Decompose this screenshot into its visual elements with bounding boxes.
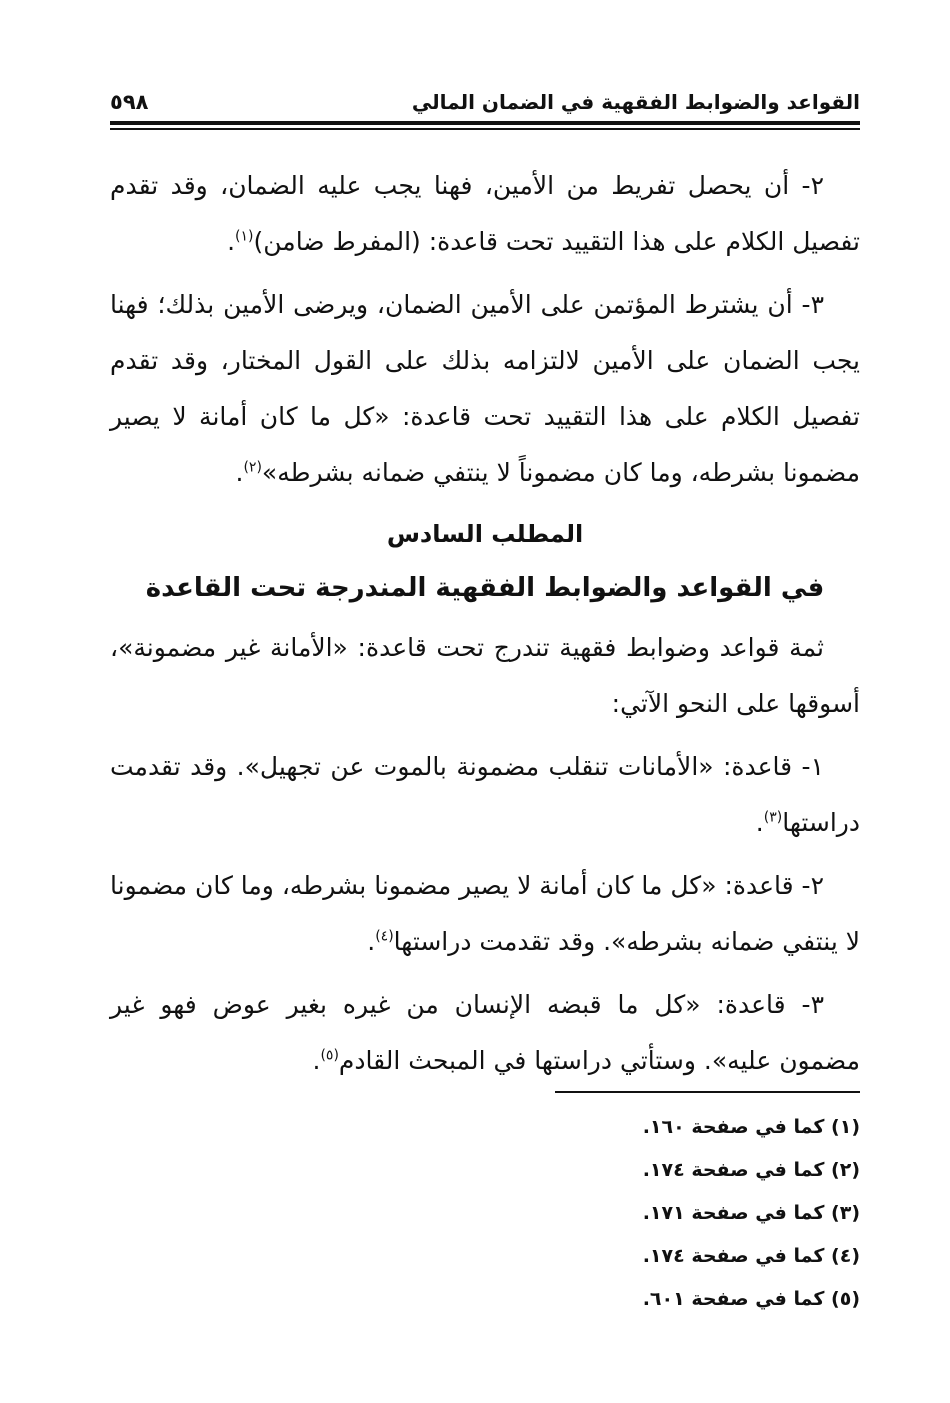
footnote-4: (٤) كما في صفحة ١٧٤. — [642, 1245, 860, 1267]
paragraph-6-text: ٣- قاعدة: «كل ما قبضه الإنسان من غيره بغير عوض فهو غير مضمون عليه». وستأتي دراستها في المبحث القادم — [110, 990, 860, 1075]
footnote-separator — [555, 1091, 860, 1093]
paragraph-1: ٢- أن يحصل تفريط من الأمين، فهنا يجب عليه الضمان، وقد تقدم تفصيل الكلام على هذا التقييد تحت قاعدة: (المفرط ضامن)$^{(١)}$. — [110, 171, 860, 256]
paragraph-2: ٣- أن يشترط المؤتمن على الأمين الضمان، ويرضى الأمين بذلك؛ فهنا يجب الضمان على الأمين لالتزامه بذلك على القول المختار، وقد تقدم تفصيل الكلام على هذا التقييد تحت قاعدة: «كل ما كان أمانة لا يصير مضمونا بشرطه، وما كان مضموناً لا ينتفي ضمانه بشرطه»$^{(٢)}$. — [110, 290, 860, 487]
page-number: ٥٩٨ — [110, 90, 149, 114]
paragraph-5: ٢- قاعدة: «كل ما كان أمانة لا يصير مضمونا بشرطه، وما كان مضمونا لا ينتفي ضمانه بشرطه». وقد تقدمت دراستها$^{(٤)}$. — [110, 871, 860, 956]
running-header — [110, 86, 860, 118]
section-heading-subtitle: في القواعد والضوابط الفقهية المندرجة تحت القاعدة — [145, 573, 825, 603]
footnote-ref-2: (٢) — [243, 459, 262, 476]
paragraph-5-text: ٢- قاعدة: «كل ما كان أمانة لا يصير مضمونا بشرطه، وما كان مضمونا لا ينتفي ضمانه بشرطه». وقد تقدمت دراستها — [110, 871, 860, 956]
header-title: القواعد والضوابط الفقهية في الضمان المالي — [411, 90, 860, 114]
paragraph-3: ثمة قواعد وضوابط فقهية تندرج تحت قاعدة: «الأمانة غير مضمونة»، أسوقها على النحو الآتي: — [110, 633, 860, 718]
header-rule-thin — [110, 128, 860, 130]
paragraph-4: ١- قاعدة: «الأمانات تنقلب مضمونة بالموت عن تجهيل». وقد تقدمت دراستها$^{(٣)}$. — [110, 752, 860, 837]
paragraph-1-text: ٢- أن يحصل تفريط من الأمين، فهنا يجب عليه الضمان، وقد تقدم تفصيل الكلام على هذا التقييد تحت قاعدة: (المفرط ضامن) — [110, 171, 860, 256]
footnotes-list — [460, 1106, 860, 1321]
section-heading-title: المطلب السادس — [386, 520, 584, 548]
footnote-ref-1: (١) — [235, 228, 254, 245]
paragraph-4-text: ١- قاعدة: «الأمانات تنقلب مضمونة بالموت عن تجهيل». وقد تقدمت دراستها — [110, 752, 860, 837]
footnote-2: (٢) كما في صفحة ١٧٤. — [642, 1159, 860, 1181]
footnote-1: (١) كما في صفحة ١٦٠. — [642, 1116, 860, 1138]
footnote-3: (٣) كما في صفحة ١٧١. — [642, 1202, 860, 1224]
main-text — [110, 158, 860, 1096]
header-rule-thick — [110, 121, 860, 125]
paragraph-2-text: ٣- أن يشترط المؤتمن على الأمين الضمان، ويرضى الأمين بذلك؛ فهنا يجب الضمان على الأمين لالتزامه بذلك على القول المختار، وقد تقدم تفصيل الكلام على هذا التقييد تحت قاعدة: «كل ما كان أمانة لا يصير مضمونا بشرطه، وما كان مضموناً لا ينتفي ضمانه بشرطه» — [110, 290, 860, 487]
footnote-ref-5: (٥) — [320, 1047, 339, 1064]
paragraph-6: ٣- قاعدة: «كل ما قبضه الإنسان من غيره بغير عوض فهو غير مضمون عليه». وستأتي دراستها في المبحث القادم$^{(٥)}$. — [110, 990, 860, 1075]
footnote-ref-4: (٤) — [375, 928, 394, 945]
footnote-5: (٥) كما في صفحة ٦٠١. — [642, 1288, 860, 1310]
footnote-ref-3: (٣) — [763, 809, 783, 826]
